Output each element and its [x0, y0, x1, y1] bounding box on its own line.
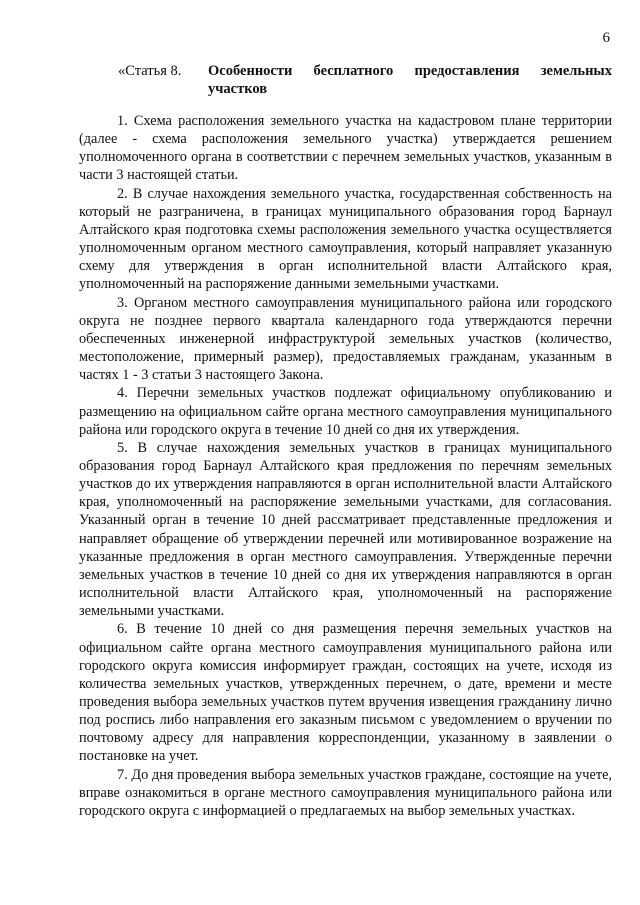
- page-number: 6: [602, 30, 610, 46]
- article-heading: [118, 62, 612, 98]
- article-body: [79, 112, 612, 820]
- paragraph-1: 1. Схема расположения земельного участка на кадастровом плане территории (далее - схема расположения земельного участка) утверждается решением уполномоченного органа в соответствии с перечнем земельных участков, указанным в части 3 настоящей статьи.: [79, 113, 612, 184]
- paragraph-7: 7. До дня проведения выбора земельных участков граждане, состоящие на учете, вправе ознакомиться в органе местного самоуправления муниципального района или городского округа с информацией о предлагаемых на выбор земельных участках.: [79, 766, 612, 819]
- paragraph-3: 3. Органом местного самоуправления муниципального района или городского округа не позднее первого квартала календарного года утверждаются перечни обеспеченных инженерной инфраструктурой земельных участков (количество, местоположение, примерный размер), предоставляемых гражданам, указанным в частях 1 - 3 статьи 3 настоящего Закона.: [79, 294, 612, 384]
- paragraph-4: 4. Перечни земельных участков подлежат официальному опубликованию и размещению на официальном сайте органа местного самоуправления муниципального района или городского округа в течение 10 дней со дня их утверждения.: [79, 385, 612, 438]
- article-title: Особенности бесплатного предоставления земельных участков: [208, 63, 612, 97]
- paragraph-2: 2. В случае нахождения земельного участка, государственная собственность на который не разграничена, в границах муниципального образования город Барнаул Алтайского края подготовка схемы расположения земельного участка осуществляется уполномоченным органом местного самоуправления, который направляет указанную схему для утверждения в орган исполнительной власти Алтайского края, уполномоченный на распоряжение данными земельными участками.: [79, 185, 612, 293]
- paragraph-6: 6. В течение 10 дней со дня размещения перечня земельных участков на официальном сайте органа местного самоуправления муниципального района или городского округа комиссия информирует граждан, состоящих на учете, исходя из количества земельных участков, утвержденных перечнем, о дате, времени и месте проведения выбора земельных участков путем вручения извещения гражданину лично под роспись либо направления его заказным письмом с уведомлением о вручении по почтовому адресу для направления корреспонденции, указанному в заявлении о постановке на учет.: [79, 621, 612, 765]
- paragraph-5: 5. В случае нахождения земельных участков в границах муниципального образования город Барнаул Алтайского края предложения по перечням земельных участков до их утверждения направляются в орган исполнительной власти Алтайского края, уполномоченный на распоряжение земельными участками, для согласования. Указанный орган в течение 10 дней рассматривает представленные предложения и направляет обращение об утверждении перечней или мотивированное возражение на указанные предложения в орган местного самоуправления. Утвержденные перечни земельных участков в течение 10 дней со дня их утверждения направляются в орган исполнительной власти Алтайского края, уполномоченный на распоряжение земельными участками.: [79, 439, 612, 620]
- article-label: «Статья 8.: [118, 63, 182, 79]
